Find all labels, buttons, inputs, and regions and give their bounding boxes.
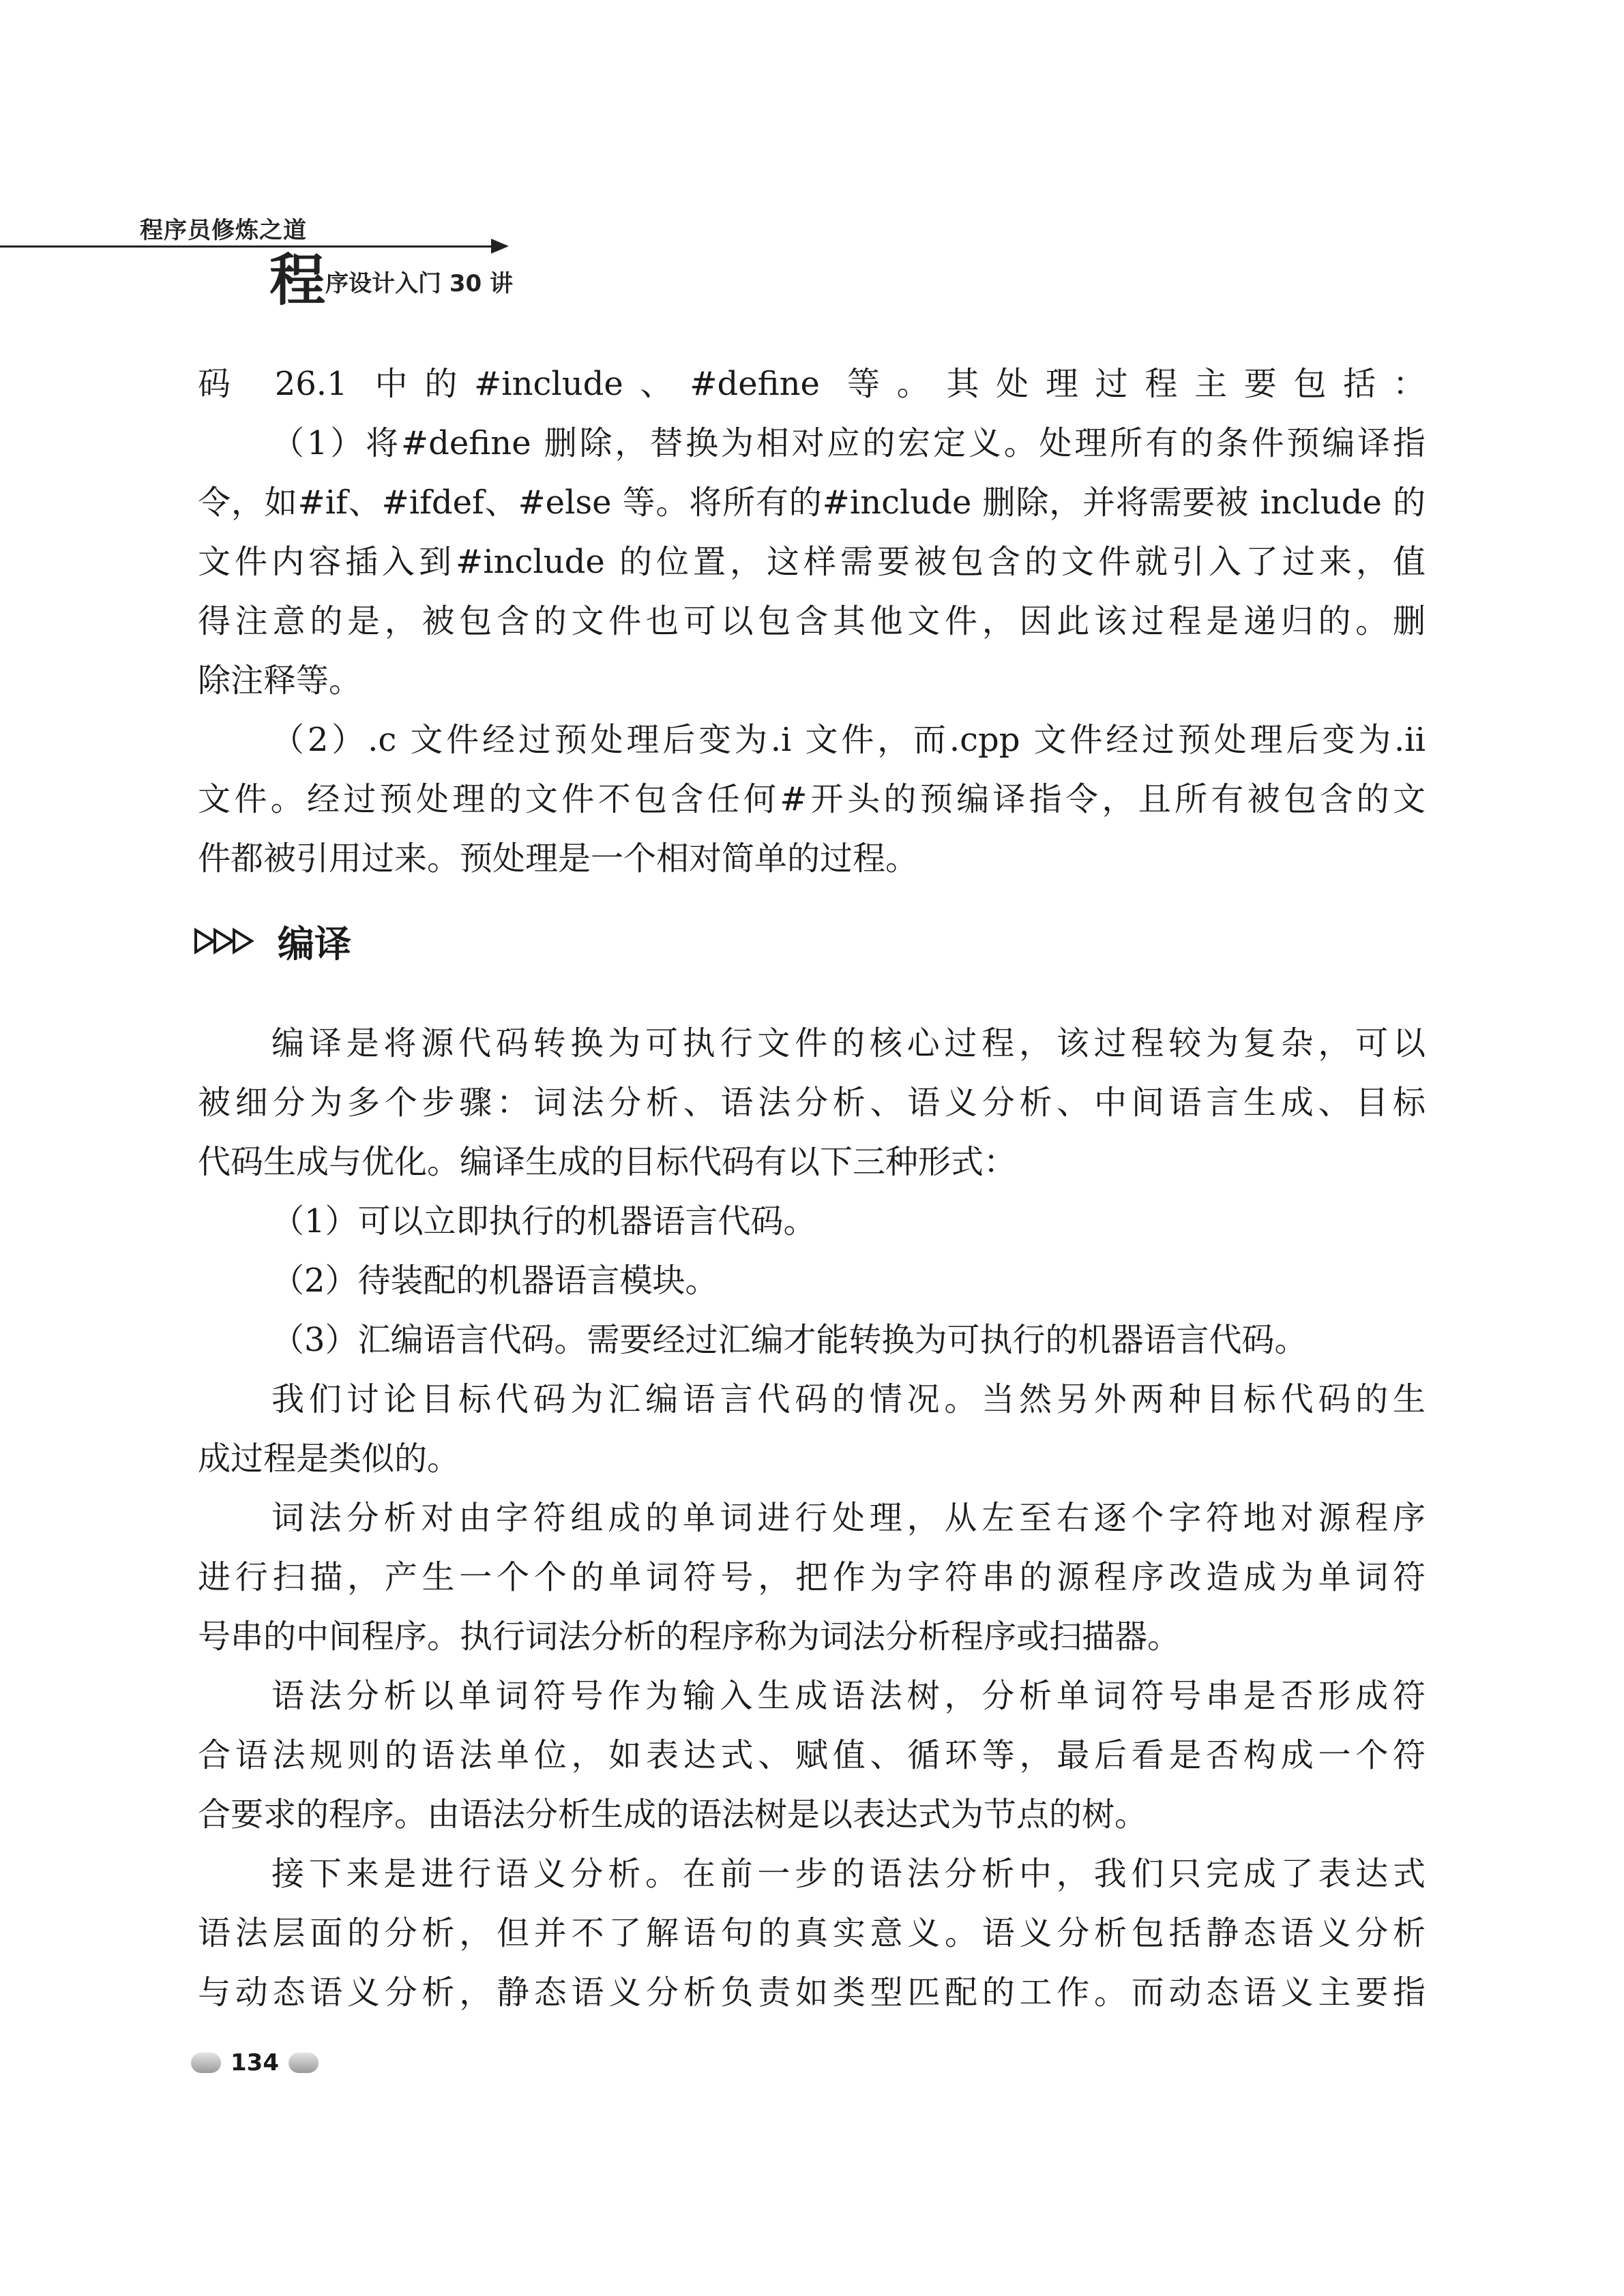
text-line: （1）可以立即执行的机器语言代码。 bbox=[271, 1202, 816, 1240]
book-title-rest: 序设计入门 30 讲 bbox=[325, 270, 514, 297]
text-line: 文件内容插入到#include 的位置，这样需要被包含的文件就引入了过来，值 bbox=[198, 543, 1426, 581]
page-footer bbox=[191, 2049, 319, 2076]
text-line: （1）将#define 删除，替换为相对应的宏定义。处理所有的条件预编译指 bbox=[271, 424, 1426, 462]
text-line: 我们讨论目标代码为汇编语言代码的情况。当然另外两种目标代码的生 bbox=[271, 1380, 1426, 1418]
text-line: 合要求的程序。由语法分析生成的语法树是以表达式为节点的树。 bbox=[198, 1795, 1148, 1834]
text-line: 语法分析以单词符号作为输入生成语法树，分析单词符号串是否形成符 bbox=[271, 1677, 1426, 1715]
text-line: 接下来是进行语义分析。在前一步的语法分析中，我们只完成了表达式 bbox=[271, 1855, 1426, 1893]
book-title bbox=[269, 248, 514, 313]
header-arrow-icon bbox=[491, 239, 509, 254]
book-title-first-char: 程 bbox=[269, 248, 326, 313]
text-line: （2）.c 文件经过预处理后变为.i 文件，而.cpp 文件经过预处理后变为.ii bbox=[271, 721, 1426, 759]
text-line: 件都被引用过来。预处理是一个相对简单的过程。 bbox=[198, 839, 919, 878]
page-pill-right-icon bbox=[289, 2053, 319, 2073]
text-line: 除注释等。 bbox=[198, 661, 362, 700]
text-line: 得注意的是，被包含的文件也可以包含其他文件，因此该过程是递归的。删 bbox=[198, 602, 1426, 640]
triple-triangle-icon bbox=[194, 927, 257, 955]
page-pill-left-icon bbox=[191, 2053, 221, 2073]
header-rule bbox=[0, 245, 498, 248]
text-line: 编译是将源代码转换为可执行文件的核心过程，该过程较为复杂，可以 bbox=[271, 1024, 1426, 1062]
text-line: 代码生成与优化。编译生成的目标代码有以下三种形式： bbox=[198, 1143, 1017, 1181]
text-line: （2）待装配的机器语言模块。 bbox=[271, 1262, 718, 1300]
page-number: 134 bbox=[231, 2049, 279, 2076]
text-line: （3）汇编语言代码。需要经过汇编才能转换为可执行的机器语言代码。 bbox=[271, 1321, 1308, 1359]
text-line: 成过程是类似的。 bbox=[198, 1440, 460, 1478]
text-line: 被细分为多个步骤：词法分析、语法分析、语义分析、中间语言生成、目标 bbox=[198, 1084, 1426, 1122]
text-line: 号串的中间程序。执行词法分析的程序称为词法分析程序或扫描器。 bbox=[198, 1617, 1181, 1656]
preprocess-text-block bbox=[198, 355, 1426, 889]
text-line: 语法层面的分析，但并不了解语句的真实意义。语义分析包括静态语义分析 bbox=[198, 1914, 1426, 1952]
compile-text-block bbox=[198, 1014, 1426, 2023]
section-title: 编译 bbox=[278, 922, 351, 966]
text-line: 令，如#if、#ifdef、#else 等。将所有的#include 删除，并将需要被 include 的 bbox=[198, 483, 1426, 522]
text-line: 与动态语义分析，静态语义分析负责如类型匹配的工作。而动态语义主要指 bbox=[198, 1973, 1426, 2012]
text-line: 码 26.1 中的#include、#define 等。其处理过程主要包括： bbox=[198, 365, 1426, 403]
text-line: 进行扫描，产生一个个的单词符号，把作为字符串的源程序改造成为单词符 bbox=[198, 1558, 1426, 1596]
text-line: 合语法规则的语法单位，如表达式、赋值、循环等，最后看是否构成一个符 bbox=[198, 1736, 1426, 1774]
text-line: 文件。经过预处理的文件不包含任何#开头的预编译指令，且所有被包含的文 bbox=[198, 780, 1426, 818]
book-series-title: 程序员修炼之道 bbox=[140, 217, 307, 244]
text-line: 词法分析对由字符组成的单词进行处理，从左至右逐个字符地对源程序 bbox=[271, 1499, 1426, 1537]
section-heading-compile bbox=[194, 910, 351, 972]
